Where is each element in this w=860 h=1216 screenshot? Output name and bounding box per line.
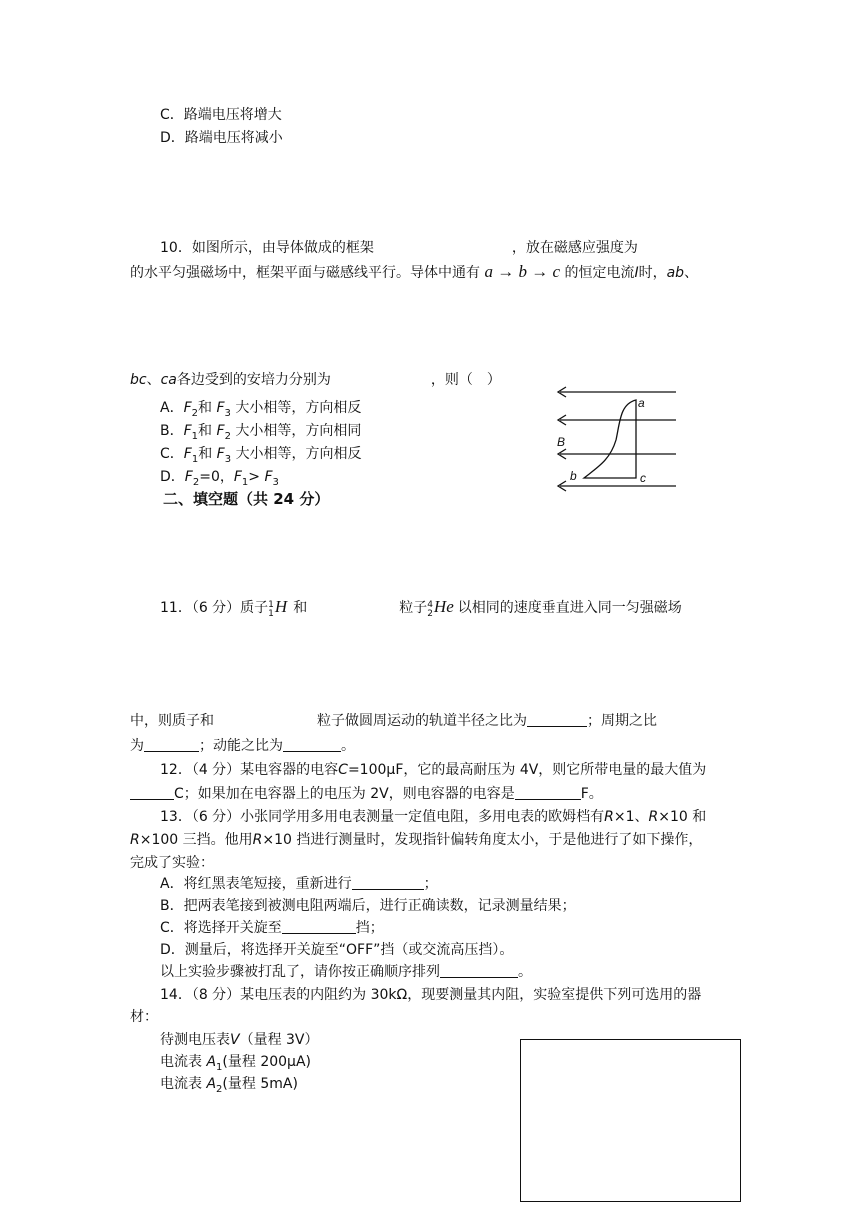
force-symbol: F xyxy=(216,446,225,462)
q11-text: 为 xyxy=(130,738,144,754)
q12-text: F。 xyxy=(580,786,603,802)
answer-blank[interactable] xyxy=(352,875,424,890)
vertex-label-c: c xyxy=(640,471,646,485)
resistance-symbol: R xyxy=(252,832,263,848)
force-subscript: 3 xyxy=(224,453,232,465)
q10-text: ，放在磁感应强度为 xyxy=(511,240,638,256)
q10-line-2 xyxy=(130,262,698,283)
ammeter-symbol: A xyxy=(206,1076,217,1092)
edge-ca: ca xyxy=(160,372,177,388)
q14-text: （量程 3V） xyxy=(239,1032,319,1048)
force-subscript: 1 xyxy=(191,430,199,442)
q13-text: ×10 和 xyxy=(658,809,707,825)
answer-blank[interactable] xyxy=(144,737,199,752)
q10-text: 10．如图所示，由导体做成的框架 xyxy=(160,240,374,256)
atomic-number: 2 xyxy=(427,609,433,619)
proton-notation xyxy=(268,601,274,619)
q9-option-d: D．路端电压将减小 xyxy=(160,130,283,146)
vertex-label-a: a xyxy=(638,396,645,410)
answer-blank[interactable] xyxy=(283,737,341,752)
q13-step-b: B．把两表笔接到被测电阻两端后，进行正确读数，记录测量结果； xyxy=(160,898,576,914)
ammeter-symbol: A xyxy=(206,1054,217,1070)
q10-option-c xyxy=(160,444,362,470)
option-text: 和 xyxy=(198,400,213,416)
q14-item-voltmeter xyxy=(160,1030,319,1050)
option-prefix: C． xyxy=(160,446,184,462)
force-symbol: F xyxy=(183,446,192,462)
current-path-expression: a → b → c xyxy=(484,262,560,281)
q10-text: 时， xyxy=(638,265,667,281)
q10-line-1 xyxy=(160,238,638,258)
q13-text: 挡； xyxy=(355,920,384,936)
q12-line-2 xyxy=(130,784,603,804)
q12-text: 12．（4 分）某电容器的电容 xyxy=(160,762,339,778)
force-subscript: 2 xyxy=(192,476,200,488)
q13-step-a xyxy=(160,874,438,894)
q10-text: 的恒定电流 xyxy=(564,265,635,281)
q14-text: (量程 200μA) xyxy=(222,1054,311,1070)
proton-symbol: H xyxy=(274,597,288,616)
q11-line-2 xyxy=(130,711,657,731)
q11-text: 粒子 xyxy=(399,600,428,616)
q10-text: 、 xyxy=(684,265,699,281)
answer-blank[interactable] xyxy=(527,712,587,727)
current-symbol: I xyxy=(634,265,639,281)
q13-order xyxy=(160,962,532,982)
q12-text: =100μF，它的最高耐压为 4V，则它所带电量的最大值为 xyxy=(347,762,707,778)
vertex-label-b: b xyxy=(570,469,577,483)
q9-option-c: C．路端电压将增大 xyxy=(160,107,282,123)
q12-text: C；如果加在电容器上的电压为 2V，则电容器的电容是 xyxy=(174,786,515,802)
option-text: > xyxy=(248,469,261,485)
q10-text: ，则（ ） xyxy=(430,372,501,388)
option-text: 大小相等，方向相反 xyxy=(235,446,362,462)
q13-text: 以上实验步骤被打乱了，请你按正确顺序排列 xyxy=(160,964,440,980)
q13-text: ×10 挡进行测量时，发现指针偏转角度太小，于是他进行了如下操作， xyxy=(262,832,703,848)
resistance-symbol: R xyxy=(604,809,614,825)
force-symbol: F xyxy=(183,400,192,416)
q10-line-3 xyxy=(130,370,501,390)
ammeter-subscript: 2 xyxy=(216,1083,223,1095)
q11-text: 和 xyxy=(293,600,308,616)
q11-line-3 xyxy=(130,736,355,756)
helium-symbol: He xyxy=(433,597,454,616)
force-symbol: F xyxy=(264,469,273,485)
q14-item-ammeter-2 xyxy=(160,1074,298,1100)
mass-number: 4 xyxy=(427,600,433,610)
answer-blank[interactable] xyxy=(515,785,581,800)
q13-text: ×1、 xyxy=(613,809,649,825)
q13-line-1 xyxy=(160,807,706,827)
q14-text: 待测电压表 xyxy=(160,1032,230,1048)
q10-text: 的水平匀强磁场中，框架平面与磁感线平行。导体中通有 xyxy=(130,265,480,281)
q11-text: 以相同的速度垂直进入同一匀强磁场 xyxy=(457,600,682,616)
q13-line-2 xyxy=(130,830,702,850)
q13-text: ×100 三挡。他用 xyxy=(139,832,253,848)
q14-line-1: 14．（8 分）某电压表的内阻约为 30kΩ，现要测量其内阻，实验室提供下列可选用的器 xyxy=(160,987,702,1003)
force-symbol: F xyxy=(183,423,192,439)
q11-text: 中，则质子和 xyxy=(130,713,214,729)
q11-text: ；动能之比为 xyxy=(199,738,283,754)
resistance-symbol: R xyxy=(130,832,140,848)
q11-text: 11．（6 分）质子 xyxy=(160,600,269,616)
q10-option-a xyxy=(160,398,361,424)
option-text: =0， xyxy=(199,469,234,485)
force-symbol: F xyxy=(184,469,193,485)
q13-text: 13．（6 分）小张同学用多用电表测量一定值电阻，多用电表的欧姆档有 xyxy=(160,809,605,825)
q13-text: A．将红黑表笔短接，重新进行 xyxy=(160,876,352,892)
force-symbol: F xyxy=(216,423,225,439)
answer-blank[interactable] xyxy=(440,963,518,978)
force-subscript: 1 xyxy=(191,453,199,465)
q10-text: 各边受到的安培力分别为 xyxy=(176,372,331,388)
force-subscript: 2 xyxy=(224,430,231,442)
conductor-frame xyxy=(584,400,636,478)
magnetic-field-frame-figure xyxy=(548,382,688,496)
option-prefix: B． xyxy=(160,423,184,439)
force-symbol: F xyxy=(233,469,242,485)
q10-text: 、 xyxy=(146,372,161,388)
edge-ab: ab xyxy=(666,265,685,281)
section-title: 二、填空题（共 24 分） xyxy=(163,490,330,508)
option-prefix: A． xyxy=(160,400,184,416)
force-subscript: 1 xyxy=(241,476,249,488)
option-prefix: D． xyxy=(160,469,185,485)
q13-text: ； xyxy=(423,876,438,892)
capacitance-symbol: C xyxy=(338,762,348,778)
resistance-symbol: R xyxy=(648,809,659,825)
option-text: 大小相等，方向相同 xyxy=(235,423,362,439)
q14-line-2: 材： xyxy=(130,1009,158,1025)
q12-line-1 xyxy=(160,760,706,780)
circuit-drawing-box[interactable] xyxy=(520,1039,741,1202)
answer-blank[interactable] xyxy=(130,785,174,800)
q14-text: 电流表 xyxy=(160,1076,202,1092)
q14-text: (量程 5mA) xyxy=(222,1076,298,1092)
q13-step-c xyxy=(160,918,384,938)
atomic-number: 1 xyxy=(268,609,274,619)
q13-text: C．将选择开关旋至 xyxy=(160,920,282,936)
q13-text: 。 xyxy=(518,964,532,980)
q10-option-b xyxy=(160,421,361,447)
mass-number: 1 xyxy=(268,600,274,610)
q11-text: 。 xyxy=(341,738,355,754)
q13-line-3: 完成了实验： xyxy=(130,855,214,871)
force-symbol: F xyxy=(216,400,225,416)
q14-text: 电流表 xyxy=(160,1054,202,1070)
edge-bc: bc xyxy=(130,372,147,388)
ammeter-subscript: 1 xyxy=(216,1061,223,1073)
q13-step-d: D．测量后，将选择开关旋至“OFF”挡（或交流高压挡）。 xyxy=(160,942,514,958)
force-subscript: 2 xyxy=(191,407,199,419)
helium-notation xyxy=(427,601,433,619)
field-label-b: B xyxy=(557,435,566,449)
force-subscript: 3 xyxy=(224,407,231,419)
option-text: 和 xyxy=(198,423,213,439)
option-text: 和 xyxy=(198,446,213,462)
force-subscript: 3 xyxy=(272,476,279,488)
q11-line-1 xyxy=(160,597,682,619)
answer-blank[interactable] xyxy=(282,919,356,934)
q11-text: ；周期之比 xyxy=(587,713,657,729)
option-text: 大小相等，方向相反 xyxy=(235,400,362,416)
voltmeter-symbol: V xyxy=(230,1032,240,1048)
q11-text: 粒子做圆周运动的轨道半径之比为 xyxy=(317,713,527,729)
